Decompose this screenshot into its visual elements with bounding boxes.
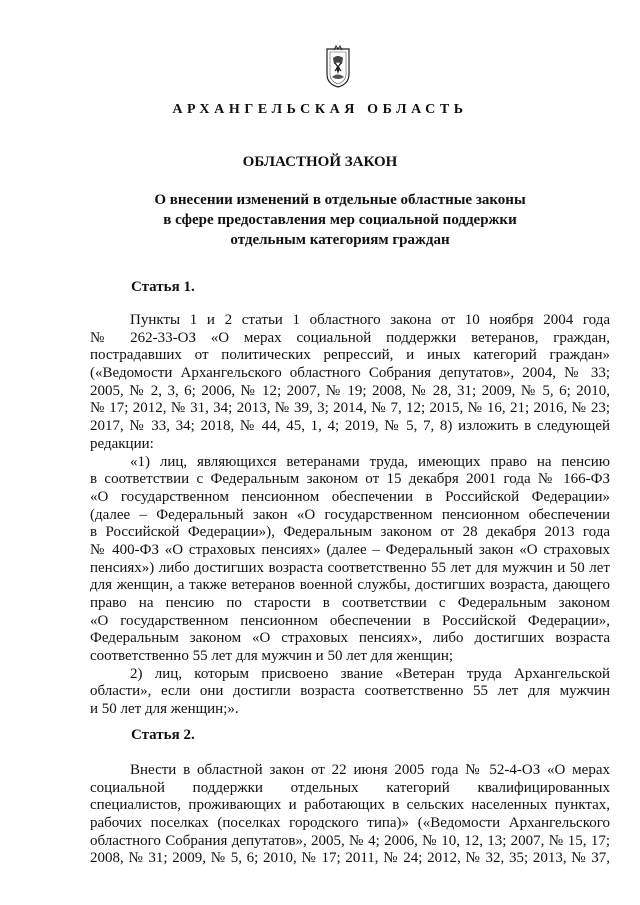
- text-line: пострадавших от политических репрессий, и иных категорий граждан»: [90, 347, 610, 364]
- title-line: в сфере предоставления мер социальной поддержки: [163, 212, 517, 228]
- text-line: Пункты 1 и 2 статьи 1 областного закона от 10 ноября 2004 года: [130, 312, 610, 328]
- text-line: «О государственном пенсионном обеспечении в Российской Федерации»: [90, 488, 610, 505]
- text-line: «1) лиц, являющихся ветеранами труда, имеющих право на пенсию: [130, 453, 610, 470]
- text-line: № 17; 2012, № 31, 34; 2013, № 39, 3; 2014, № 7, 12; 2015, № 16, 21; 2016, № 23;: [90, 400, 610, 417]
- article-1-paragraph: [90, 312, 610, 719]
- text-line: специалистов, проживающих и работающих в сельских населенных пунктах,: [90, 797, 610, 814]
- text-line: пенсиях») либо достигших возраста соответственно 55 лет для мужчин и 50 лет: [90, 559, 610, 576]
- text-line: Федеральным законом «О страховых пенсиях», либо достигших возраста: [90, 630, 610, 647]
- text-line: 2008, № 31; 2009, № 5, 6; 2010, № 17; 2011, № 24; 2012, № 32, 35; 2013, № 37,: [90, 850, 610, 867]
- text-line: для женщин, а также ветеранов военной службы, достигших возраста, дающего: [90, 577, 610, 594]
- title-line: отдельным категориям граждан: [230, 232, 450, 248]
- text-line: и 50 лет для женщин;».: [90, 701, 239, 718]
- title-line: О внесении изменений в отдельные областные законы: [154, 192, 526, 208]
- text-line: 2) лиц, которым присвоено звание «Ветеран труда Архангельской: [130, 665, 610, 682]
- text-line: области», если они достигли возраста соответственно 55 лет для мужчин: [90, 683, 610, 700]
- text-line: социальной поддержки отдельных категорий квалифицированных: [90, 779, 610, 796]
- text-line: областного Собрания депутатов», 2005, № 4; 2006, № 10, 12, 13; 2007, № 15, 17;: [90, 832, 610, 849]
- text-line: (далее – Федеральный закон «О государственном пенсионном обеспечении: [90, 506, 610, 523]
- text-line: № 400-ФЗ «О страховых пенсиях» (далее – Федеральный закон «О страховых: [90, 541, 610, 558]
- text-line: «О государственном пенсионном обеспечении в Российской Федерации»,: [90, 612, 610, 629]
- text-line: редакции:: [90, 435, 154, 452]
- law-title: [60, 190, 620, 250]
- text-line: в соответствии с Федеральным законом от 15 декабря 2001 года № 166-ФЗ: [90, 471, 610, 488]
- document-type: ОБЛАСТНОЙ ЗАКОН: [242, 154, 398, 170]
- text-line: соответственно 55 лет для мужчин и 50 лет для женщин;: [90, 648, 454, 665]
- text-line: в Российской Федерации»), Федеральным законом от 28 декабря 2013 года: [90, 524, 610, 541]
- article-2-paragraph: [90, 762, 610, 868]
- text-line: Внести в областной закон от 22 июня 2005 года № 52-4-ОЗ «О мерах: [130, 762, 610, 778]
- text-line: 2017, № 33, 34; 2018, № 44, 45, 1, 4; 2019, № 5, 7, 8) изложить в следующей: [90, 418, 610, 435]
- region-name: АРХАНГЕЛЬСКАЯ ОБЛАСТЬ: [172, 102, 468, 117]
- coat-of-arms-icon: [323, 44, 353, 88]
- article-1-heading: Статья 1.: [131, 279, 195, 295]
- text-line: («Ведомости Архангельского областного Собрания депутатов», 2004, № 33;: [90, 365, 610, 382]
- text-line: № 262-33-ОЗ «О мерах социальной поддержки ветеранов, граждан,: [90, 329, 610, 346]
- text-line: рабочих поселках (поселках городского типа)» («Ведомости Архангельского: [90, 815, 610, 832]
- text-line: право на пенсию по старости в соответствии с Федеральным законом: [90, 595, 610, 611]
- article-2-heading: Статья 2.: [131, 727, 195, 743]
- text-line: 2005, № 2, 3, 6; 2006, № 12; 2007, № 19; 2008, № 28, 31; 2009, № 5, 6; 2010,: [90, 382, 610, 399]
